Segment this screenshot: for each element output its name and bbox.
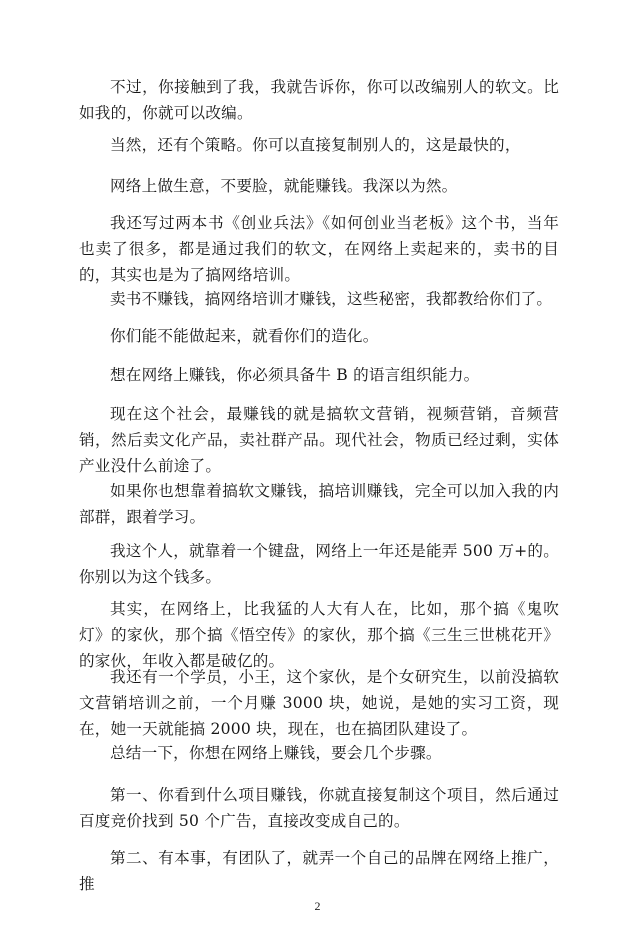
paragraph-12: 我还有一个学员，小王，这个家伙，是个女研究生，以前没搞软文营销培训之前，一个月赚 3000 块，她说，是她的实习工资，现在，她一天就能搞 2000 块，现在，也在搞团队建设了。 [79,668,559,738]
paragraph-4: 我还写过两本书《创业兵法》《如何创业当老板》这个书，当年也卖了很多，都是通过我们的软文，在网络上卖起来的，卖书的目的，其实也是为了搞网络培训。 [79,214,559,284]
paragraph-3: 网络上做生意，不要脸，就能赚钱。我深以为然。 [110,177,458,195]
paragraph-13: 总结一下，你想在网络上赚钱，要会几个步骤。 [110,744,442,762]
page-number: 2 [314,899,321,913]
paragraph-8: 现在这个社会，最赚钱的就是搞软文营销，视频营销，音频营销，然后卖文化产品，卖社群产品。现代社会，物质已经过剩，实体产业没什么前途了。 [79,405,559,475]
paragraph-6: 你们能不能做起来，就看你们的造化。 [110,327,379,345]
paragraph-2: 当然，还有个策略。你可以直接复制别人的，这是最快的， [110,136,521,154]
paragraph-1: 不过，你接触到了我，我就告诉你，你可以改编别人的软文。比如我的，你就可以改编。 [79,78,559,122]
paragraph-5: 卖书不赚钱，搞网络培训才赚钱，这些秘密，我都教给你们了。 [110,290,553,308]
paragraph-10: 我这个人，就靠着一个键盘，网络上一年还是能弄 500 万+的。你别以为这个钱多。 [79,542,559,586]
paragraph-7: 想在网络上赚钱，你必须具备牛 B 的语言组织能力。 [110,366,480,384]
paragraph-11: 其实，在网络上，比我猛的人大有人在，比如，那个搞《鬼吹灯》的家伙，那个搞《悟空传》的家伙，那个搞《三生三世桃花开》的家伙，年收入都是破亿的。 [79,600,559,670]
paragraph-9: 如果你也想靠着搞软文赚钱，搞培训赚钱，完全可以加入我的内部群，跟着学习。 [79,482,559,526]
paragraph-14: 第一、你看到什么项目赚钱，你就直接复制这个项目，然后通过百度竞价找到 50 个广告，直接改变成自己的。 [79,786,559,830]
paragraph-15: 第二、有本事，有团队了，就弄一个自己的品牌在网络上推广，推 [79,849,559,893]
